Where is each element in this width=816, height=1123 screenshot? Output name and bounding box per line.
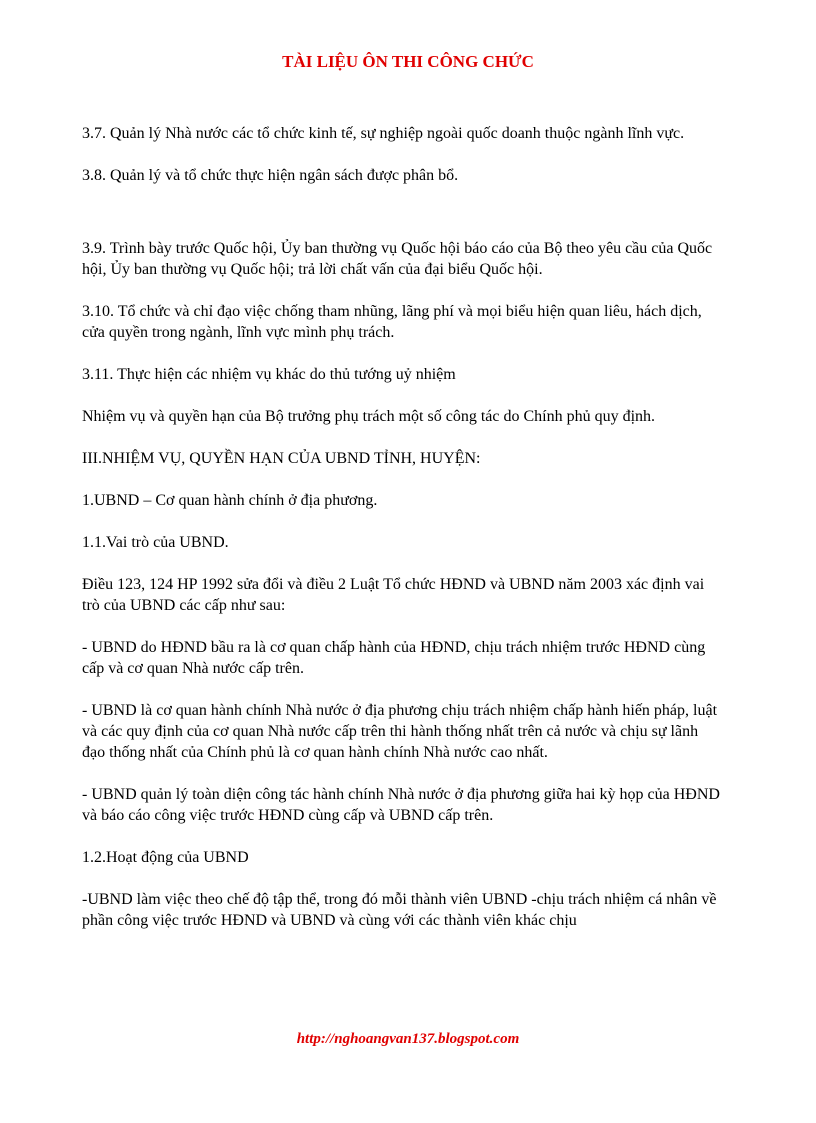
paragraph-3-9: 3.9. Trình bày trước Quốc hội, Ủy ban thường vụ Quốc hội báo cáo của Bộ theo yêu cầu của Quốc hội, Ủy ban thường vụ Quốc hội; trả lời chất vấn của đại biểu Quốc hội. — [82, 240, 713, 278]
bullet-ubnd-elected: - UBND do HĐND bầu ra là cơ quan chấp hành của HĐND, chịu trách nhiệm trước HĐND cùng cấp và cơ quan Nhà nước cấp trên. — [82, 639, 706, 677]
bullet-ubnd-manages: - UBND quản lý toàn diện công tác hành chính Nhà nước ở địa phương giữa hai kỳ họp của HĐND và báo cáo công việc trước HĐND cùng cấp và UBND cấp trên. — [82, 786, 720, 824]
document-body — [82, 123, 722, 952]
paragraph-ubnd-collective: -UBND làm việc theo chế độ tập thể, trong đó mỗi thành viên UBND -chịu trách nhiệm cá nhân về phần công việc trước HĐND và UBND và cùng với các thành viên khác chịu — [82, 891, 717, 929]
paragraph-article-123: Điều 123, 124 HP 1992 sửa đổi và điều 2 Luật Tổ chức HĐND và UBND năm 2003 xác định vai trò của UBND các cấp như sau: — [82, 576, 705, 614]
section-heading-iii: III.NHIỆM VỤ, QUYỀN HẠN CỦA UBND TỈNH, HUYỆN: — [82, 450, 481, 467]
page-header-title: TÀI LIỆU ÔN THI CÔNG CHỨC — [282, 52, 534, 71]
subheading-1: 1.UBND – Cơ quan hành chính ở địa phương. — [82, 492, 378, 509]
bullet-ubnd-admin-body: - UBND là cơ quan hành chính Nhà nước ở địa phương chịu trách nhiệm chấp hành hiến pháp, luật và các quy định của cơ quan Nhà nước cấp trên thi hành thống nhất trên cả nước và chịu sự lãnh đạo thống nhất của Chính phủ là cơ quan hành chính Nhà nước cao nhất. — [82, 702, 718, 761]
paragraph-minister-duties: Nhiệm vụ và quyền hạn của Bộ trưởng phụ trách một số công tác do Chính phủ quy định. — [82, 408, 656, 425]
subheading-1-2: 1.2.Hoạt động của UBND — [82, 849, 249, 866]
paragraph-3-11: 3.11. Thực hiện các nhiệm vụ khác do thủ tướng uỷ nhiệm — [82, 366, 456, 383]
paragraph-3-8: 3.8. Quản lý và tổ chức thực hiện ngân sách được phân bổ. — [82, 167, 459, 184]
footer-blog-link[interactable]: http://nghoangvan137.blogspot.com — [296, 1031, 520, 1047]
subheading-1-1: 1.1.Vai trò của UBND. — [82, 534, 229, 551]
paragraph-3-7: 3.7. Quản lý Nhà nước các tổ chức kinh tế, sự nghiệp ngoài quốc doanh thuộc ngành lĩnh vực. — [82, 125, 685, 142]
paragraph-3-10: 3.10. Tổ chức và chỉ đạo việc chống tham nhũng, lãng phí và mọi biểu hiện quan liêu, hách dịch, cửa quyền trong ngành, lĩnh vực mình phụ trách. — [82, 303, 702, 341]
